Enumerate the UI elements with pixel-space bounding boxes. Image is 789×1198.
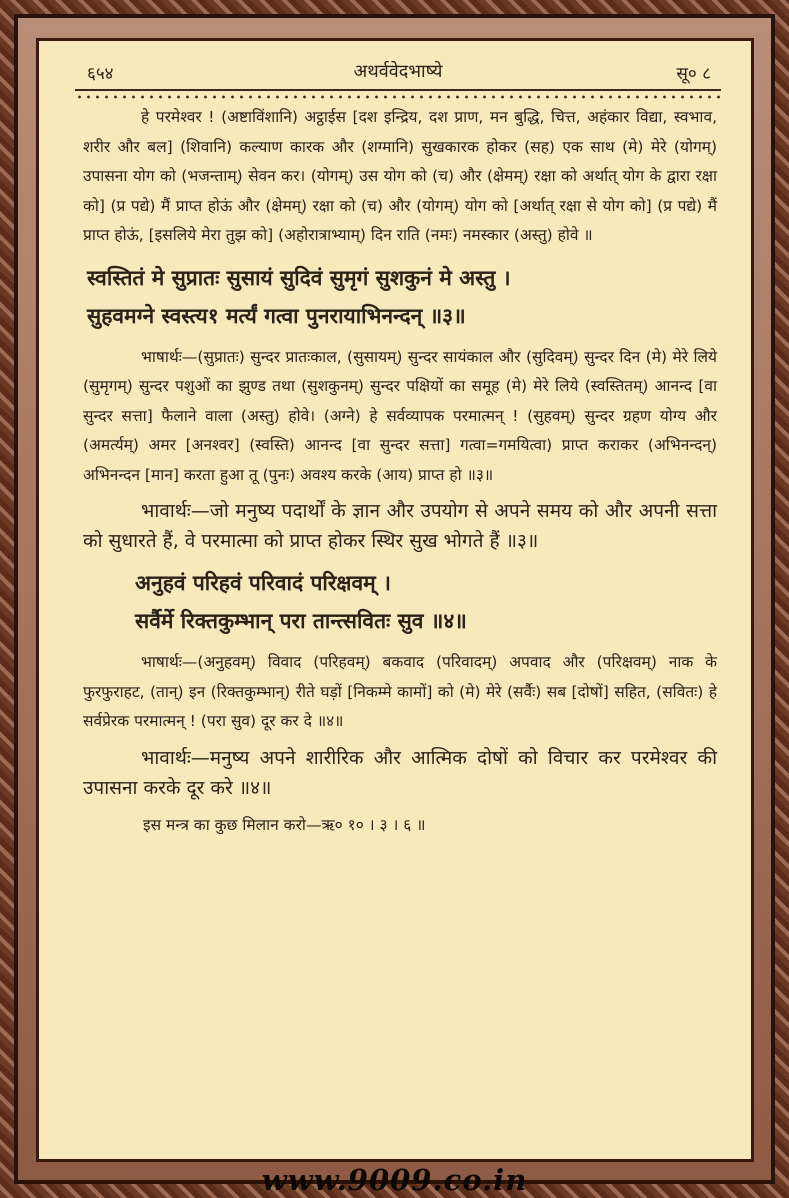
page-number: ६५४: [87, 64, 114, 84]
book-page: [36, 38, 754, 1162]
bhasharth-3: भाषार्थः—(सुप्रातः) सुन्दर प्रातःकाल, (सुसायम्) सुन्दर सायंकाल और (सुदिवम्) सुन्दर दिन (मे) मेरे लिये (सुमृगम्) सुन्दर पशुओं का झुण्ड तथा (सुशकुनम्) सुन्दर पक्षियों का समूह (मे) मेरे लिये (स्वस्तितम्) आनन्द [वा सुन्दर सत्ता] फैलाने वाला (अस्तु) होवे। (अग्ने) हे सर्वव्यापक परमात्मन् ! (सुहवम्) सुन्दर ग्रहण योग्य और (अमर्त्यम्) अमर [अनश्वर] (स्वस्ति) आनन्द [वा सुन्दर सत्ता] गत्वा=गमयित्वा) प्राप्त कराकर (अभिनन्दन्) अभिनन्दन [मान] करता हुआ तू (पुनः) अवश्य करके (आय) प्राप्त हो ॥३॥: [83, 347, 717, 484]
mantra-4-line-2: सर्वैर्मे रिक्तकुम्भान् परा तान्त्सवितः सुव ॥४॥: [135, 608, 467, 633]
website-watermark: www.9009.co.in: [261, 1163, 528, 1197]
header-rule: [75, 89, 721, 101]
footnote-reference: इस मन्त्र का कुछ मिलान करो—ऋ० १० । ३ । ६ ॥: [143, 815, 426, 834]
bhavarth-3: भावार्थः—जो मनुष्य पदार्थों के ज्ञान और उपयोग से अपने समय को और अपनी सत्ता को सुधारते हैं, वे परमात्मा को प्राप्त होकर स्थिर सुख भोगते हैं ॥३॥: [83, 500, 717, 552]
bhavarth-4: भावार्थः—मनुष्य अपने शारीरिक और आत्मिक दोषों को विचार कर परमेश्वर की उपासना करके दूर करे ॥४॥: [83, 746, 717, 799]
page-header: [75, 55, 721, 85]
mantra-4-line-1: अनुहवं परिहवं परिवादं परिक्षवम् ।: [135, 570, 391, 595]
book-title: अथर्ववेदभाष्ये: [353, 61, 443, 82]
sutra-number: सू० ८: [676, 64, 711, 84]
commentary-paragraph-2: हे परमेश्वर ! (अष्टाविंशानि) अट्ठाईस [दश इन्द्रिय, दश प्राण, मन बुद्धि, चित्त, अहंकार विद्या, स्वभाव, शरीर और बल] (शिवानि) कल्याण कारक और (शग्मानि) सुखकारक होकर (सह) एक साथ (मे) मेरे (योगम्) उपासना योग को (भजन्ताम्) सेवन कर। (योगम्) उस योग को (च) और (क्षेमम्) रक्षा को अर्थात् योग के द्वारा रक्षा को] (प्र पद्ये) मैं प्राप्त होऊं और (क्षेमम्) रक्षा को (च) और (योगम्) योग को [अर्थात् रक्षा से योग को] (प्र पद्ये) मैं प्राप्त होऊं, [इसलिये मेरा तुझ को] (अहोरात्राभ्याम्) दिन राति (नमः) नमस्कार (अस्तु) होवे ॥: [83, 108, 717, 244]
mantra-3-line-2: सुहवमग्ने स्वस्त्य१ मर्त्यं गत्वा पुनरायाभिनन्दन् ॥३॥: [87, 302, 466, 328]
page-body: [83, 103, 717, 839]
bhasharth-4: भाषार्थः—(अनुहवम्) विवाद (परिहवम्) बकवाद (परिवादम्) अपवाद और (परिक्षवम्) नाक के फुरफुराहट, (तान्) इन (रिक्तकुम्भान्) रीते घड़ों [निकम्मे कामों] को (मे) मेरे (सर्वैः) सब [दोषों] सहित, (सवितः) हे सर्वप्रेरक परमात्मन् ! (परा सुव) दूर कर दे ॥४॥: [83, 653, 717, 730]
mantra-3-line-1: स्वस्तितं मे सुप्रातः सुसायं सुदिवं सुमृगं सुशकुनं मे अस्तु ।: [87, 264, 511, 290]
